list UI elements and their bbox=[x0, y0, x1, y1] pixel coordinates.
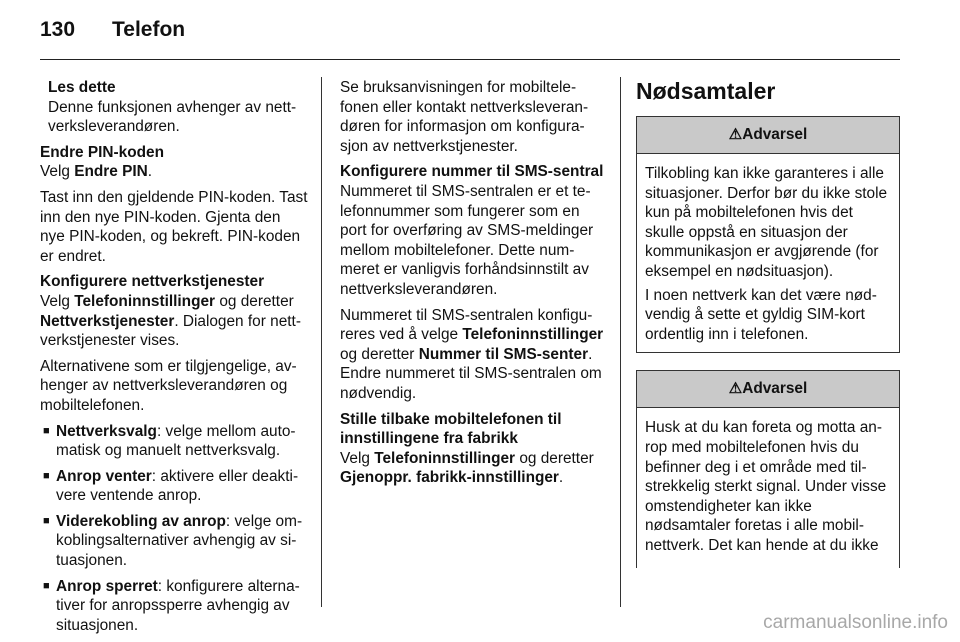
sms-text: Nummeret til SMS-sentralen er et telefonnummer som fungerer som en port for overføring av SMS-meldinger mellom mobiltelefoner. Dette nummeret er vanligvis forhåndsinnstilt av nettverksleverandøren. bbox=[340, 182, 594, 298]
warning-text: I noen nettverk kan det være nødvendig å sette et gyldig SIM-kort ordentlig inn i telefonen. bbox=[645, 286, 877, 343]
page-number: 130 bbox=[40, 18, 76, 41]
info-note bbox=[40, 78, 308, 137]
list-item: ■ Anrop venter: aktivere eller deaktivere ventende anrop. bbox=[43, 467, 299, 505]
list-item: ■ Viderekobling av anrop: velge omkoblingsalternativer avhengig av situasjonen. bbox=[43, 512, 303, 570]
column-3 bbox=[636, 78, 900, 568]
warning-header: ⚠Advarsel bbox=[637, 371, 899, 408]
warning-header: ⚠Advarsel bbox=[637, 117, 899, 154]
column-divider-1 bbox=[321, 77, 322, 607]
warning-body bbox=[637, 408, 899, 555]
reset-heading: Stille tilbake mobiltelefonen til innstillingene fra fabrikk bbox=[340, 410, 562, 448]
intro-text: Se bruksanvisningen for mobiltelefonen eller kontakt nettverksleverandøren for informasjon om konfigurasjon av nettverkstjenester. bbox=[340, 79, 589, 155]
column-1 bbox=[40, 78, 308, 641]
column-divider-2 bbox=[620, 77, 621, 607]
warning-text: Husk at du kan foreta og motta anrop med mobiltelefonen hvis du befinner deg i et område med tilstrekkelig sterkt signal. Under visse omstendigheter kan ikke nødsamtaler foretas i alle mobilnettverk. Det kan hende at du ikke bbox=[645, 419, 887, 554]
watermark: carmanualsonline.info bbox=[763, 612, 948, 633]
bullet-square-icon: ■ bbox=[43, 579, 50, 592]
warning-box bbox=[636, 370, 900, 568]
warning-body bbox=[637, 154, 899, 352]
alternatives-text: Alternativene som er tilgjengelige, avhenger av nettverksleverandøren og mobiltelefonen. bbox=[40, 357, 297, 414]
services-heading: Konfigurere nettverkstjenester bbox=[40, 273, 265, 291]
bullet-square-icon: ■ bbox=[43, 424, 50, 437]
pin-heading: Endre PIN-koden bbox=[40, 143, 164, 161]
pin-text: Tast inn den gjeldende PIN-koden. Tast inn den nye PIN-koden. Gjenta den nye PIN-koden, og bekreft. PIN-koden er endret. bbox=[40, 188, 308, 265]
note-text: Denne funksjonen avhenger av nettverksleverandøren. bbox=[48, 98, 297, 136]
header-rule bbox=[40, 59, 900, 60]
reset-instruction: Velg Telefoninnstillinger og deretter Gjenoppr. fabrikk-innstillinger. bbox=[340, 449, 594, 487]
warning-text: Tilkobling kan ikke garanteres i alle situasjoner. Derfor bør du ikke stole kun på mobiltelefonen hvis det skulle oppstå en situasjon der kommunikasjon er avgjørende (for eksempel en nødsituasjon). bbox=[645, 165, 888, 280]
column-2 bbox=[340, 78, 606, 494]
pin-instruction: Velg Endre PIN. bbox=[40, 163, 153, 181]
sms-config-text: Nummeret til SMS-sentralen konfigureres ved å velge Telefoninnstillinger og deretter Nummer til SMS-senter. Endre nummeret til SMS-sentralen om nødvendig. bbox=[340, 306, 604, 402]
list-item: ■ Nettverksvalg: velge mellom automatisk og manuelt nettverksvalg. bbox=[43, 422, 296, 460]
bullet-square-icon: ■ bbox=[43, 469, 50, 482]
warning-box bbox=[636, 116, 900, 353]
bullet-square-icon: ■ bbox=[43, 514, 50, 527]
note-title: Les dette bbox=[48, 79, 116, 96]
services-instruction: Velg Telefoninnstillinger og deretter Nettverkstjenester. Dialogen for nettverkstjenester vises. bbox=[40, 292, 301, 350]
warning-triangle-icon: ⚠ bbox=[728, 380, 743, 398]
sms-heading: Konfigurere nummer til SMS-sentral bbox=[340, 163, 604, 181]
emergency-calls-title: Nødsamtaler bbox=[636, 78, 776, 104]
section-title: Telefon bbox=[112, 18, 186, 41]
warning-triangle-icon: ⚠ bbox=[728, 126, 743, 143]
list-item: ■ Anrop sperret: konfigurere alternativer for anropssperre avhengig av situasjonen. bbox=[43, 577, 300, 634]
